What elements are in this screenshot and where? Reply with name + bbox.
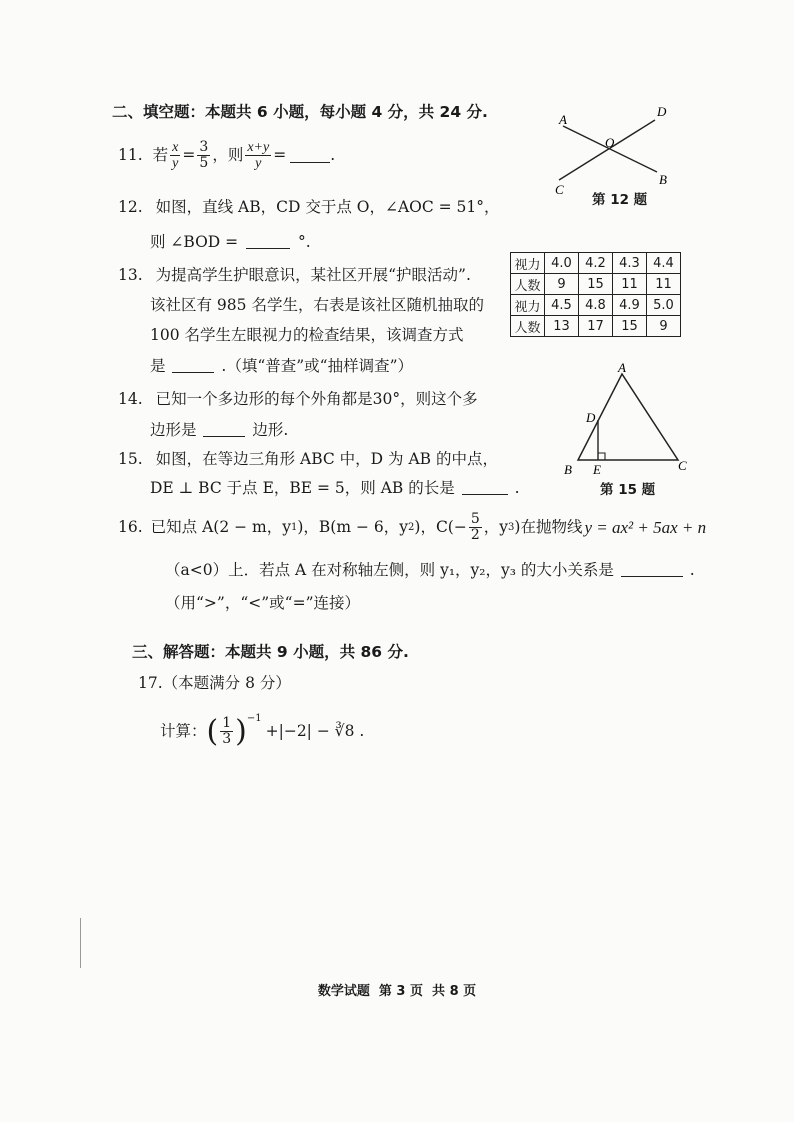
table-cell: 4.2 <box>579 253 613 274</box>
q12-answer-blank <box>246 234 290 249</box>
table-cell: 4.5 <box>545 295 579 316</box>
q16-suffix: . <box>689 561 695 579</box>
q11-fraction-sum-over-y: $\frac{x+y}{y}$ <box>247 140 270 172</box>
table-cell: 4.0 <box>545 253 579 274</box>
vision-table <box>510 252 681 337</box>
q11-equals-2: = <box>273 146 287 165</box>
question-12-line-1 <box>118 200 500 216</box>
q12-text-2: 则 ∠BOD = <box>150 233 239 251</box>
question-14-line-1 <box>118 392 478 408</box>
question-13-line-1 <box>118 268 471 284</box>
q13-answer-blank <box>172 358 214 373</box>
q13-text-3: 100 名学生左眼视力的检查结果，该调查方式 <box>150 326 464 344</box>
q17-title: 17.（本题满分 8 分） <box>138 674 291 692</box>
q14-text-1: 已知一个多边形的每个外角都是30°，则这个多 <box>155 390 478 408</box>
q17-fraction: $\frac{1}{3}$ <box>222 715 232 748</box>
table-cell: 视力 <box>511 253 545 274</box>
table-cell: 人数 <box>511 316 545 337</box>
question-15-line-2 <box>150 480 520 497</box>
q16-sub-1: 1 <box>290 521 298 533</box>
q11-equals: = <box>182 146 196 165</box>
table-cell: 4.3 <box>613 253 647 274</box>
q15-text-1: 如图，在等边三角形 ABC 中，D 为 AB 的中点， <box>155 450 498 468</box>
scan-mark <box>80 918 81 968</box>
q13-number: 13. <box>118 266 143 284</box>
q11-fraction-x-over-y: $\frac{x}{y}$ <box>172 140 179 172</box>
q13-suffix: .（填“普查”或“抽样调查”） <box>221 357 414 375</box>
q14-number: 14. <box>118 390 143 408</box>
question-16-line-1 <box>118 512 706 544</box>
table-cell: 11 <box>647 274 681 295</box>
label-o: O <box>605 135 615 150</box>
table-row <box>511 316 681 337</box>
label-c: C <box>555 182 564 197</box>
label-e: E <box>593 462 601 477</box>
line-cd <box>559 120 655 180</box>
section-2-heading: 二、填空题：本题共 6 小题，每小题 4 分，共 24 分. <box>112 103 488 121</box>
table-cell: 11 <box>613 274 647 295</box>
table-cell: 4.4 <box>647 253 681 274</box>
right-angle-mark <box>598 453 605 460</box>
label-c: C <box>678 458 687 473</box>
q16-text-c: )，C(− <box>414 518 467 537</box>
q15-text-2: DE ⊥ BC 于点 E，BE = 5，则 AB 的长是 <box>150 479 455 497</box>
q16-parabola: y = ax² + 5ax + n <box>584 518 707 538</box>
label-a: A <box>559 112 567 127</box>
q17-rest: +|−2| − ∛8 . <box>265 722 365 741</box>
table-cell: 9 <box>647 316 681 337</box>
table-cell: 视力 <box>511 295 545 316</box>
q14-suffix: 边形. <box>252 421 289 439</box>
table-row <box>511 295 681 316</box>
q17-expression <box>160 713 365 749</box>
q14-answer-blank <box>203 422 245 437</box>
q15-number: 15. <box>118 450 143 468</box>
q15-suffix: . <box>514 479 520 497</box>
q17-exponent: −1 <box>246 713 262 724</box>
q12-number: 12. <box>118 198 143 216</box>
q16-sub-3: 3 <box>508 521 515 533</box>
q16-text-2: （a<0）上．若点 A 在对称轴左侧，则 y₁，y₂，y₃ 的大小关系是 <box>165 561 614 579</box>
section-3-heading: 三、解答题：本题共 9 小题，共 86 分. <box>132 643 409 661</box>
q12-suffix: °. <box>298 233 311 251</box>
q16-fraction: $\frac{5}{2}$ <box>470 511 480 544</box>
q12-text-1: 如图，直线 AB，CD 交于点 O，∠AOC = 51°， <box>155 198 500 216</box>
question-14-line-2 <box>150 422 288 439</box>
q16-text-a: 已知点 A(2 − m，y <box>150 518 291 537</box>
q17-prefix: 计算： <box>160 722 207 741</box>
table-row <box>511 274 681 295</box>
table-cell: 17 <box>579 316 613 337</box>
q13-text-1: 为提高学生护眼意识，某社区开展“护眼活动”. <box>155 266 471 284</box>
q11-number: 11. <box>118 146 143 165</box>
q11-tail: . <box>330 146 336 165</box>
label-b: B <box>659 172 667 187</box>
q16-text-e: )在抛物线 <box>514 518 583 537</box>
label-d: D <box>657 104 667 119</box>
q13-text-2: 该社区有 985 名学生，右表是该社区随机抽取的 <box>150 296 484 314</box>
q15-caption: 第 15 题 <box>600 482 656 498</box>
q11-answer-blank <box>290 148 330 163</box>
question-13-line-4 <box>150 358 413 375</box>
q14-text-2: 边形是 <box>150 421 197 439</box>
q13-text-4: 是 <box>150 357 166 375</box>
label-d: D <box>586 410 596 425</box>
q12-caption: 第 12 题 <box>592 192 648 208</box>
q16-sub-2: 2 <box>408 521 415 533</box>
q16-answer-blank <box>621 562 683 577</box>
q11-prefix: 若 <box>152 146 169 165</box>
label-b: B <box>564 462 572 477</box>
q15-answer-blank <box>462 480 508 495</box>
q17-left-paren: ( <box>206 713 219 749</box>
q11-fraction-3-over-5: $\frac{3}{5}$ <box>199 139 209 172</box>
table-cell: 13 <box>545 316 579 337</box>
label-a: A <box>618 362 626 375</box>
table-cell: 9 <box>545 274 579 295</box>
question-16-line-2 <box>165 562 695 579</box>
table-cell: 人数 <box>511 274 545 295</box>
q16-text-d: ，y <box>483 518 509 537</box>
question-12-line-2 <box>150 234 311 251</box>
table-cell: 15 <box>613 316 647 337</box>
q11-mid: ，则 <box>212 146 244 165</box>
q16-number: 16. <box>118 518 143 537</box>
question-15-line-1 <box>118 452 498 468</box>
q12-figure <box>545 100 685 200</box>
table-cell: 15 <box>579 274 613 295</box>
q15-figure <box>560 362 700 477</box>
table-row <box>511 253 681 274</box>
table-cell: 5.0 <box>647 295 681 316</box>
question-11 <box>118 140 335 172</box>
q16-text-b: )，B(m − 6，y <box>297 518 409 537</box>
table-cell: 4.9 <box>613 295 647 316</box>
q17-right-paren: ) <box>235 713 247 749</box>
q16-text-3: （用“>”，“<”或“=”连接） <box>165 594 361 612</box>
page-footer: 数学试题 第 3 页 共 8 页 <box>317 984 477 999</box>
table-cell: 4.8 <box>579 295 613 316</box>
